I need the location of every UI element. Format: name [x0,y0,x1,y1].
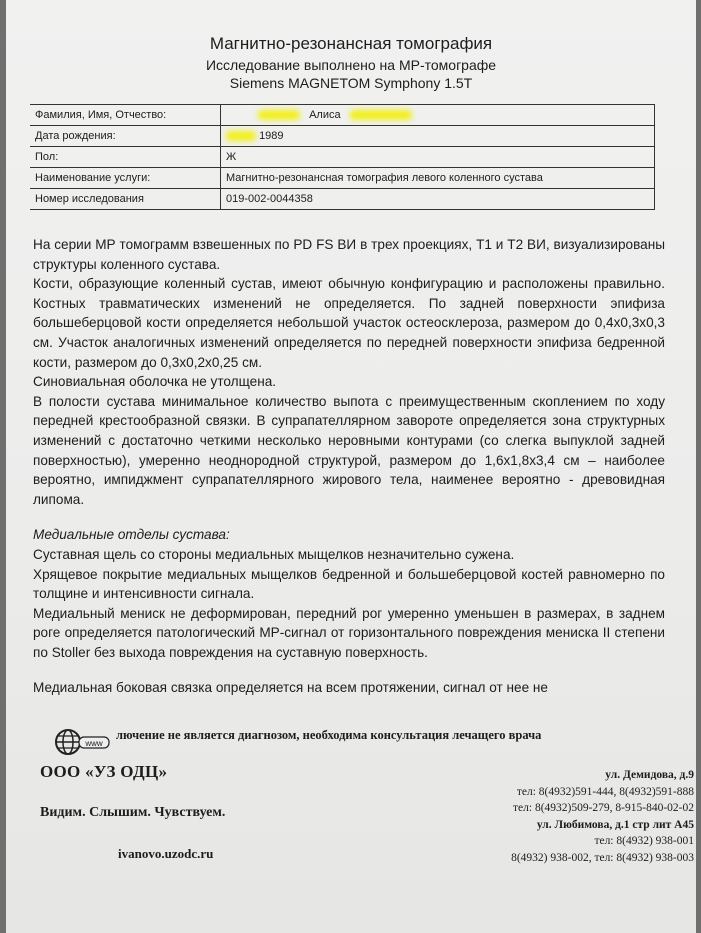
redaction-mark [350,110,412,120]
redaction-mark [258,110,300,120]
logo-text: www [85,739,103,748]
phone-line: 8(4932) 938-002, тел: 8(4932) 938-003 [511,851,694,864]
service-label: Наименование услуги: [30,168,221,189]
slogan: Видим. Слышим. Чувствуем. [40,805,226,820]
website-link[interactable]: ivanovo.uzodc.ru [118,846,214,861]
scanner-model: Siemens MAGNETOM Symphony 1.5T [229,75,473,91]
table-row [30,189,655,210]
report-paragraph: Синовиальная оболочка не утолщена. [33,374,277,390]
report-paragraph: На серии МР томограмм взвешенных по PD FS ВИ в трех проекциях, Т1 и Т2 ВИ, визуализированы структуры коленного сустава. [33,237,665,272]
report-paragraph: Хрящевое покрытие медиальных мыщелков бедренной и большеберцовой костей равномерно по толщине и интенсивности сигнала. [33,566,665,602]
dob-cell [221,126,655,147]
name-cell [221,105,655,126]
report-paragraph: Кости, образующие коленный сустав, имеют обычную конфигурацию и расположены правильно. Костных травматических изменений не определяется. По задней поверхности эпифиза большеберцовой кости определяется небольшой участок остеосклероза, размером до 0,4х0,3х0,3 см. Участок аналогичных изменений определяется по передней поверхности эпифиза бедренной кости, размером до 0,3х0,2х0,25 см. [33,276,665,370]
address-line: ул. Демидова, д.9 [605,769,694,781]
table-row [30,105,655,126]
report-paragraph: Медиальный мениск не деформирован, передний рог умеренно уменьшен в размерах, в заднем роге определяется патологический МР-сигнал от горизонтального повреждения мениска II степени по Stoller без выхода повреждения на суставную поверхность. [33,605,665,660]
study-number-label: Номер исследования [30,189,221,210]
phone-line: тел: 8(4932)591-444, 8(4932)591-888 [516,785,694,798]
phone-line: тел: 8(4932)509-279, 8-915-840-02-02 [513,802,694,815]
document-sheet [6,0,696,933]
sex-label: Пол: [30,147,221,168]
table-row [30,168,655,189]
name-label: Фамилия, Имя, Отчество: [30,105,221,126]
report-paragraph: Суставная щель со стороны медиальных мыщелков незначительно сужена. [33,546,515,562]
document-subtitle: Исследование выполнено на МР-томографе [205,57,497,73]
dob-label: Дата рождения: [30,126,221,147]
service-value: Магнитно-резонансная томография левого коленного сустава [221,168,655,189]
table-row [30,126,655,147]
study-number-value: 019-002-0044358 [221,189,655,210]
name-value: Алиса [309,109,341,121]
globe-logo-icon [53,727,115,762]
contacts-block [511,767,694,867]
organization-name: ООО «УЗ ОДЦ» [40,762,168,781]
disclaimer-text: лючение не является диагнозом, необходима консультация лечащего врача [116,728,542,742]
phone-line: тел: 8(4932) 938-001 [594,835,694,848]
document-title: Магнитно-резонансная томография [209,34,493,53]
report-paragraph: В полости сустава минимальное количество выпота с преимущественным скоплением по ходу передней крестообразной связки. В супрапателлярном завороте определяется зона структурных изменений с достаточно четкими несколько неровными контурами (со слегка выпуклой задней поверхностью), умеренно неоднородной структурой, размером до 1,6х1,8х3,4 см – наиболее вероятно, импиджмент супрапателлярного жирового тела, наименее вероятно - древовидная липома. [33,393,665,507]
address-line: ул. Любимова, д.1 стр лит А45 [536,818,694,831]
report-paragraph: Медиальная боковая связка определяется на всем протяжении, сигнал от нее не [33,680,548,696]
table-row [30,147,655,168]
report-body [33,235,665,698]
dob-value: 1989 [259,130,284,142]
patient-info-table [30,104,655,210]
redaction-mark [226,131,256,141]
sex-value: Ж [221,147,655,168]
section-heading-medial: Медиальные отделы сустава: [33,527,230,543]
